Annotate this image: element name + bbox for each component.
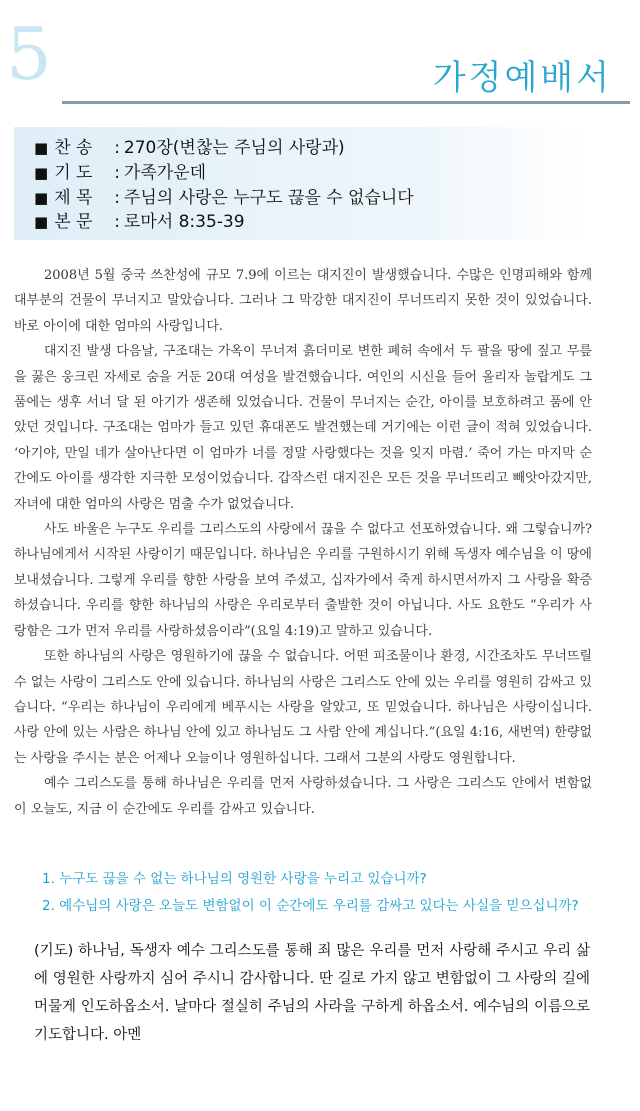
info-subject (34, 186, 414, 210)
question-2: 2. 예수님의 사랑은 오늘도 변함없이 이 순간에도 우리를 감싸고 있다는 사실을 믿으십니까? (42, 898, 579, 914)
colon-separator: : (114, 212, 120, 232)
info-text-value: 로마서 8:35-39 (123, 212, 245, 232)
colon-separator: : (114, 138, 120, 158)
section-title: 가정예배서 (432, 58, 612, 98)
title-divider (62, 101, 630, 104)
square-bullet-icon: ■ (34, 139, 49, 157)
square-bullet-icon: ■ (34, 213, 49, 231)
info-prayer-label: 기 도 (54, 163, 93, 183)
info-text (34, 210, 245, 234)
sermon-body (14, 263, 592, 822)
info-hymn (34, 136, 345, 160)
body-paragraph: 대지진 발생 다음날, 구조대는 가옥이 무너져 흙더미로 변한 폐허 속에서 두 팔을 땅에 짚고 무릎을 꿇은 웅크린 자세로 숨을 거둔 20대 여성을 발견했습니다. 여인의 시신을 들어 올리자 놀랍게도 그 품에는 생후 서너 달 된 아기가 생존해 있었습니다. 건물이 무너지는 순간, 아이를 보호하려고 품에 안았던 것입니다. 구조대는 엄마가 들고 있던 휴대폰도 발견했는데 거기에는 이런 글이 적혀 있었습니다. ‘아기야, 만일 네가 살아난다면 이 엄마가 너를 정말 사랑했다는 것을 잊지 마렴.’ 죽어 가는 마지막 순간에도 아이를 생각한 지극한 모성이었습니다. 갑작스런 대지진은 모든 것을 무너뜨리고 빼앗아갔지만, 자녀에 대한 엄마의 사랑은 멈출 수가 없었습니다. (14, 344, 592, 512)
question-1: 1. 누구도 끊을 수 없는 하나님의 영원한 사랑을 누리고 있습니까? (42, 871, 427, 887)
colon-separator: : (114, 163, 120, 183)
info-box (14, 127, 586, 240)
info-text-label: 본 문 (54, 212, 93, 232)
square-bullet-icon: ■ (34, 189, 49, 207)
chapter-number: 5 (6, 12, 52, 96)
colon-separator: : (114, 188, 120, 208)
info-subject-value: 주님의 사랑은 누구도 끊을 수 없습니다 (123, 188, 414, 208)
body-paragraph: 예수 그리스도를 통해 하나님은 우리를 먼저 사랑하셨습니다. 그 사랑은 그리스도 안에서 변함없이 오늘도, 지금 이 순간에도 우리를 감싸고 있습니다. (14, 776, 592, 817)
info-hymn-label: 찬 송 (54, 138, 93, 158)
info-prayer (34, 161, 206, 185)
square-bullet-icon: ■ (34, 164, 49, 182)
body-paragraph: 사도 바울은 누구도 우리를 그리스도의 사랑에서 끊을 수 없다고 선포하였습니다. 왜 그렇습니까? 하나님에게서 시작된 사랑이기 때문입니다. 하나님은 우리를 구원하시기 위해 독생자 예수님을 이 땅에 보내셨습니다. 그렇게 우리를 향한 사랑을 보여 주셨고, 십자가에서 죽게 하시면서까지 그 사랑을 확증하셨습니다. 우리를 향한 하나님의 사랑은 우리로부터 출발한 것이 아닙니다. 사도 요한도 “우리가 사랑함은 그가 먼저 우리를 사랑하셨음이라”(요일 4:19)고 말하고 있습니다. (14, 522, 592, 639)
info-prayer-value: 가족가운데 (123, 163, 207, 183)
info-hymn-value: 270장(변찮는 주님의 사랑과) (123, 138, 345, 158)
closing-prayer: (기도) 하나님, 독생자 예수 그리스도를 통해 죄 많은 우리를 먼저 사랑해 주시고 우리 삶에 영원한 사랑까지 심어 주시니 감사합니다. 딴 길로 가지 않고 변함없이 그 사랑의 길에 머물게 인도하옵소서. 날마다 절실히 주님의 사라을 구하게 하옵소서. 예수님의 이름으로 기도합니다. 아멘 (34, 943, 590, 1043)
body-paragraph: 2008년 5월 중국 쓰찬성에 규모 7.9에 이르는 대지진이 발생했습니다. 수많은 인명피해와 함께 대부분의 건물이 무너지고 말았습니다. 그러나 그 막강한 대지진이 무너뜨리지 못한 것이 있었습니다. 바로 아이에 대한 엄마의 사랑입니다. (14, 268, 592, 334)
body-paragraph: 또한 하나님의 사랑은 영원하기에 끊을 수 없습니다. 어떤 피조물이나 환경, 시간조차도 무너뜨릴 수 없는 사랑이 그리스도 안에 있습니다. 하나님의 사랑은 그리스도 안에 있는 우리를 영원히 감싸고 있습니다. “우리는 하나님이 우리에게 베푸시는 사랑을 알았고, 또 믿었습니다. 하나님은 사랑이십니다. 사랑 안에 있는 사람은 하나님 안에 있고 하나님도 그 사람 안에 계십니다.”(요일 4:16, 새번역) 한량없는 사랑을 주시는 분은 어제나 오늘이나 영원하십니다. 그래서 그분의 사랑도 영원합니다. (14, 649, 592, 766)
info-subject-label: 제 목 (54, 188, 93, 208)
reflection-questions (42, 866, 602, 920)
